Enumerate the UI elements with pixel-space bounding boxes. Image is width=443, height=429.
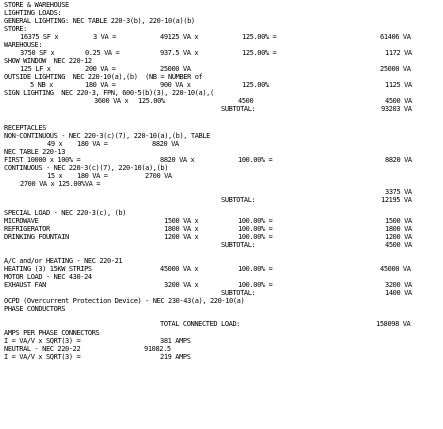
line-text: OUTSIDE LIGHTING NEC 220-10(a),(b) (NB = NUMBER of — [4, 73, 203, 81]
line-qty: 5 NB x — [30, 81, 53, 89]
line-factor: 125.00% — [138, 97, 165, 105]
line-rate: 3 VA = — [93, 33, 116, 41]
line-text: CONTINUOUS - NEC 220-3(c)(7), 220-10(a),(b) — [4, 164, 169, 172]
line-total: 1800 VA — [385, 225, 412, 233]
line-text: SPECIAL LOAD - NEC 220-3(c), (b) — [4, 209, 127, 217]
line-va: 8820 VA x — [160, 156, 195, 164]
line-total: 3200 VA — [385, 281, 412, 289]
line-total: 3375 VA — [385, 188, 412, 196]
line-va: 900 VA x — [160, 81, 191, 89]
line-qty: 49 x — [47, 140, 63, 148]
line-va: 3200 VA x — [164, 281, 199, 289]
line-result: 4500 — [238, 97, 254, 105]
line-item: MICROWAVE — [4, 217, 39, 225]
line-va: 937.5 VA x — [160, 49, 199, 57]
line-total: 1125 VA — [385, 81, 412, 89]
subtotal-value: 12195 VA — [381, 196, 412, 204]
total-label: TOTAL CONNECTED LOAD: — [160, 320, 241, 328]
line-rate: 180 VA = — [85, 81, 116, 89]
section-heading: PHASE CONDUCTORS — [4, 305, 66, 313]
line-total: 25000 VA — [380, 65, 411, 73]
line-formula: NEUTRAL - NEC 220-22 — [4, 345, 81, 353]
line-qty: 3750 SF x — [20, 49, 55, 57]
line-va: 1200 VA x — [164, 233, 199, 241]
line-qty: 125 LF x — [20, 65, 51, 73]
line-formula: I = VA/V x SQRT(3) = — [4, 337, 81, 345]
line-va: 1800 VA x — [164, 225, 199, 233]
line-total: 1172 VA — [385, 49, 412, 57]
line-text: STORE: — [4, 25, 27, 33]
line-result: 91082.5 — [144, 345, 171, 353]
line-text: AMPS PER PHASE CONNECTORS — [4, 329, 100, 337]
line-factor: 125.00% — [242, 81, 269, 89]
line-total: 1200 VA — [385, 233, 412, 241]
line-result: 381 AMPS — [160, 337, 191, 345]
line-text: OCPD (Overcurrent Protection Device) - NEC 230-43(a), 220-10(a) — [4, 297, 245, 305]
line-formula: I = VA/V x SQRT(3) = — [4, 353, 81, 361]
line-va: 49125 VA x — [160, 33, 199, 41]
subtotal-label: SUBTOTAL: — [221, 241, 256, 249]
line-va: 3600 VA x — [94, 97, 129, 105]
line-va: 45000 VA x — [160, 265, 199, 273]
section-heading: RECEPTACLES — [4, 124, 46, 132]
line-factor: 100.00% = — [238, 217, 273, 225]
subtotal-label: SUBTOTAL: — [221, 105, 256, 113]
line-qty: 15 x — [47, 172, 63, 180]
line-calc: 2700 VA x 125.00%VA = — [20, 180, 101, 188]
line-item: EXHAUST FAN — [4, 281, 46, 289]
section-heading: A/C and/or HEATING - NEC 220-21 — [4, 257, 123, 265]
line-total: 1500 VA — [385, 217, 412, 225]
line-text: WAREHOUSE: — [4, 41, 43, 49]
line-rate: 180 VA = — [77, 140, 108, 148]
subtotal-label: SUBTOTAL: — [221, 196, 256, 204]
line-va: 2700 VA — [145, 172, 172, 180]
line-item: REFRIGERATOR — [4, 225, 50, 233]
line-result: 219 AMPS — [160, 353, 191, 361]
line-factor: 100.00% = — [238, 156, 273, 164]
line-text: NON-CONTINUOUS - NEC 220-3(c)(7), 220-10(a),(b), TABLE — [4, 132, 210, 140]
subtotal-label: SUBTOTAL: — [221, 289, 256, 297]
total-value: 158098 VA — [376, 320, 411, 328]
line-va: 8820 VA — [152, 140, 179, 148]
line-text: SIGN LIGHTING NEC 220-3, FPN, 600-5(b)(3), 220-10(a),( — [4, 89, 214, 97]
line-total: 61406 VA — [380, 33, 411, 41]
line-text: MOTOR LOAD - NEC 430-24 — [4, 273, 92, 281]
section-heading: LIGHTING LOADS: — [4, 9, 62, 17]
line-factor: 125.00% = — [242, 49, 277, 57]
line-va: 25000 VA — [160, 65, 191, 73]
line-total: 45000 VA — [380, 265, 411, 273]
line-rate: 200 VA = — [85, 65, 116, 73]
line-factor: 100.00% = — [238, 265, 273, 273]
line-factor: 125.00% = — [242, 33, 277, 41]
line-factor: 100.00% = — [238, 281, 273, 289]
line-total: 4500 VA — [385, 97, 412, 105]
subtotal-value: 93203 VA — [381, 105, 412, 113]
line-factor: 100.00% = — [238, 233, 273, 241]
line-rate: 0.25 VA = — [85, 49, 120, 57]
line-item: DRINKING FOUNTAIN — [4, 233, 69, 241]
line-text: GENERAL LIGHTING: NEC TABLE 220-3(b), 220-10(a)(b) — [4, 17, 195, 25]
line-rate: 180 VA = — [77, 172, 108, 180]
line-item: HEATING (3) 15KW STRIPS — [4, 265, 92, 273]
line-qty: FIRST 10000 x 100% = — [4, 156, 81, 164]
line-va: 1500 VA x — [164, 217, 199, 225]
subtotal-value: 1400 VA — [385, 289, 412, 297]
line-factor: 100.00% = — [238, 225, 273, 233]
line-qty: 16375 SF x — [20, 33, 59, 41]
doc-title: STORE & WAREHOUSE — [4, 1, 69, 9]
line-total: 8820 VA — [385, 156, 412, 164]
line-text: NEC TABLE 220-13 — [4, 148, 66, 156]
line-text: SHOW WINDOW NEC 220-12 — [4, 57, 92, 65]
subtotal-value: 4500 VA — [385, 241, 412, 249]
